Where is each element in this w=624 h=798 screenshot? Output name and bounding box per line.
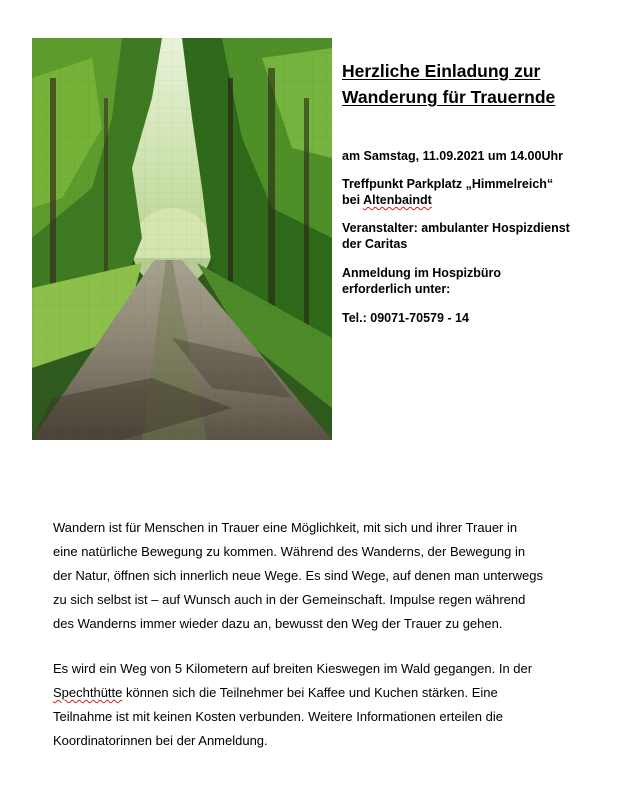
organizer	[342, 220, 570, 252]
paragraph-line: Teilnahme ist mit keinen Kosten verbunden. Weitere Informationen erteilen die	[53, 709, 503, 724]
registration-line: Anmeldung im Hospizbüro	[342, 266, 502, 280]
meeting-point	[342, 176, 553, 208]
paragraph-line: Koordinatorinnen bei der Anmeldung.	[53, 733, 268, 748]
paragraph-line: zu sich selbst ist – auf Wunsch auch in der Gemeinschaft. Impulse regen während	[53, 592, 526, 607]
forest-path-photo	[32, 38, 332, 440]
meeting-point-line: Treffpunkt Parkplatz „Himmelreich“	[342, 177, 554, 191]
meeting-point-line	[342, 192, 553, 208]
paragraph-line: Es wird ein Weg von 5 Kilometern auf breiten Kieswegen im Wald gegangen. In der	[53, 661, 533, 676]
paragraph-line: Wandern ist für Menschen in Trauer eine Möglichkeit, mit sich und ihrer Trauer in	[53, 520, 518, 535]
paragraph-line: des Wanderns immer wieder dazu an, bewusst den Weg der Trauer zu gehen.	[53, 616, 503, 631]
meeting-point-prefix: bei	[342, 193, 364, 207]
paragraph-description	[53, 516, 593, 636]
registration	[342, 265, 501, 297]
organizer-line: Veranstalter: ambulanter Hospizdienst	[342, 221, 570, 235]
event-info	[342, 58, 612, 325]
paragraph-line: eine natürliche Bewegung zu kommen. Während des Wanderns, der Bewegung in	[53, 544, 526, 559]
organizer-line: der Caritas	[342, 237, 408, 251]
paragraph-spechthuette: Spechthütte	[53, 685, 123, 700]
meeting-point-place: Altenbaindt	[363, 193, 432, 207]
title-line: Wanderung für Trauernde	[342, 87, 556, 107]
paragraph-line-rest: können sich die Teilnehmer bei Kaffee und Kuchen stärken. Eine	[122, 685, 498, 700]
paragraph-line: der Natur, öffnen sich innerlich neue Wege. Es sind Wege, auf denen man unterwegs	[53, 568, 543, 583]
invitation-title	[342, 58, 612, 110]
paragraph-line	[53, 681, 593, 705]
phone-number-text: Tel.: 09071-70579 - 14	[342, 311, 469, 325]
registration-line: erforderlich unter:	[342, 282, 451, 296]
title-line: Herzliche Einladung zur	[342, 61, 541, 81]
paragraph-details	[53, 657, 593, 753]
phone-number	[342, 310, 469, 326]
event-date-text: am Samstag, 11.09.2021 um 14.00Uhr	[342, 149, 563, 163]
event-date	[342, 148, 563, 164]
